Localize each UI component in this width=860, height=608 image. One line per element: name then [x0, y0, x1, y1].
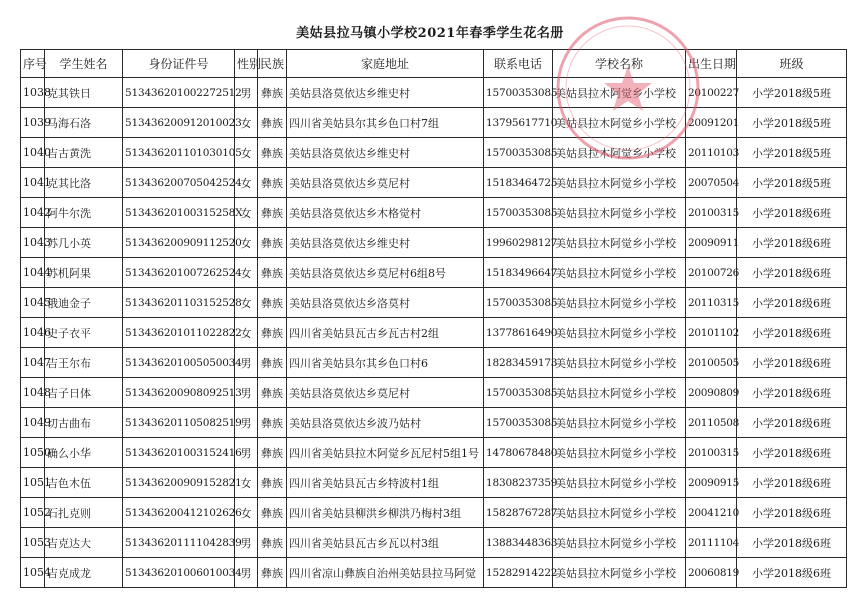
- class-cell: 小学2018级6班: [737, 438, 847, 468]
- birthdate-cell: 20100315: [686, 438, 737, 468]
- address-cell: 美姑县洛莫依达乡波乃姑村: [287, 408, 484, 438]
- column-header-id: 身份证件号: [123, 50, 235, 78]
- seq-cell: 1053: [21, 528, 45, 558]
- id-number-cell: 513436201006010034: [123, 558, 235, 588]
- student-name-cell: 吉古黄洗: [45, 138, 123, 168]
- seq-cell: 1044: [21, 258, 45, 288]
- id-number-cell: 513436201105082519: [123, 408, 235, 438]
- phone-cell: 13795617710: [484, 108, 553, 138]
- seq-cell: 1054: [21, 558, 45, 588]
- id-number-cell: 513436201003152416: [123, 438, 235, 468]
- id-number-cell: 513436201101030105: [123, 138, 235, 168]
- birthdate-cell: 20060819: [686, 558, 737, 588]
- birthdate-cell: 20100505: [686, 348, 737, 378]
- id-number-cell: 513436200908092513: [123, 378, 235, 408]
- school-name-cell: 美姑县拉木阿觉乡小学校: [553, 468, 686, 498]
- address-cell: 四川省凉山彝族自治州美姑县拉马阿觉: [287, 558, 484, 588]
- table-row: [21, 258, 847, 288]
- table-row: [21, 288, 847, 318]
- student-name-cell: 俄迪金子: [45, 288, 123, 318]
- student-name-cell: 苏几小英: [45, 228, 123, 258]
- class-cell: 小学2018级6班: [737, 528, 847, 558]
- table-row: [21, 408, 847, 438]
- gender-cell: 女: [235, 258, 258, 288]
- ethnicity-cell: 彝族: [258, 198, 287, 228]
- student-name-cell: 吉克成龙: [45, 558, 123, 588]
- class-cell: 小学2018级5班: [737, 168, 847, 198]
- seq-cell: 1038: [21, 78, 45, 108]
- id-number-cell: 513436201002272512: [123, 78, 235, 108]
- gender-cell: 女: [235, 318, 258, 348]
- id-number-cell: 513436201103152528: [123, 288, 235, 318]
- id-number-cell: 513436200705042524: [123, 168, 235, 198]
- birthdate-cell: 20100315: [686, 198, 737, 228]
- address-cell: 四川省美姑县尔其乡色口村7组: [287, 108, 484, 138]
- table-row: [21, 378, 847, 408]
- class-cell: 小学2018级6班: [737, 288, 847, 318]
- table-row: [21, 198, 847, 228]
- column-header-school: 学校名称: [553, 50, 686, 78]
- school-name-cell: 美姑县拉木阿觉乡小学校: [553, 438, 686, 468]
- seq-cell: 1039: [21, 108, 45, 138]
- birthdate-cell: 20090911: [686, 228, 737, 258]
- address-cell: 美姑县洛莫依达乡维史村: [287, 228, 484, 258]
- gender-cell: 女: [235, 228, 258, 258]
- gender-cell: 男: [235, 408, 258, 438]
- phone-cell: 18283459173: [484, 348, 553, 378]
- column-header-phone: 联系电话: [484, 50, 553, 78]
- student-name-cell: 马海石洛: [45, 108, 123, 138]
- table-row: [21, 558, 847, 588]
- school-name-cell: 美姑县拉木阿觉乡小学校: [553, 138, 686, 168]
- seq-cell: 1043: [21, 228, 45, 258]
- birthdate-cell: 20090915: [686, 468, 737, 498]
- table-row: [21, 498, 847, 528]
- ethnicity-cell: 彝族: [258, 318, 287, 348]
- student-name-cell: 吉色木伍: [45, 468, 123, 498]
- table-row: [21, 168, 847, 198]
- student-name-cell: 石扎克则: [45, 498, 123, 528]
- ethnicity-cell: 彝族: [258, 168, 287, 198]
- seq-cell: 1047: [21, 348, 45, 378]
- student-name-cell: 苏机阿果: [45, 258, 123, 288]
- id-number-cell: 513436201111042839: [123, 528, 235, 558]
- student-name-cell: 吉子日体: [45, 378, 123, 408]
- address-cell: 四川省美姑县尔其乡色口村6: [287, 348, 484, 378]
- ethnicity-cell: 彝族: [258, 468, 287, 498]
- student-name-cell: 阿牛尔洗: [45, 198, 123, 228]
- birthdate-cell: 20110315: [686, 288, 737, 318]
- ethnicity-cell: 彝族: [258, 348, 287, 378]
- id-number-cell: 513436200909112520: [123, 228, 235, 258]
- table-row: [21, 438, 847, 468]
- phone-cell: 14780678480: [484, 438, 553, 468]
- phone-cell: 15700353085: [484, 378, 553, 408]
- student-name-cell: 克其铁日: [45, 78, 123, 108]
- table-row: [21, 468, 847, 498]
- column-header-address: 家庭地址: [287, 50, 484, 78]
- seq-cell: 1050: [21, 438, 45, 468]
- birthdate-cell: 20111104: [686, 528, 737, 558]
- id-number-cell: 513436201005050034: [123, 348, 235, 378]
- table-row: [21, 348, 847, 378]
- seq-cell: 1045: [21, 288, 45, 318]
- address-cell: 美姑县洛莫依达乡莫尼村: [287, 378, 484, 408]
- school-name-cell: 美姑县拉木阿觉乡小学校: [553, 558, 686, 588]
- ethnicity-cell: 彝族: [258, 438, 287, 468]
- gender-cell: 女: [235, 108, 258, 138]
- birthdate-cell: 20100726: [686, 258, 737, 288]
- class-cell: 小学2018级6班: [737, 558, 847, 588]
- column-header-gender: 性别: [235, 50, 258, 78]
- seq-cell: 1046: [21, 318, 45, 348]
- gender-cell: 女: [235, 198, 258, 228]
- birthdate-cell: 20041210: [686, 498, 737, 528]
- ethnicity-cell: 彝族: [258, 138, 287, 168]
- phone-cell: 13883448363: [484, 528, 553, 558]
- school-name-cell: 美姑县拉木阿觉乡小学校: [553, 168, 686, 198]
- class-cell: 小学2018级6班: [737, 228, 847, 258]
- address-cell: 美姑县洛莫依达乡莫尼村: [287, 168, 484, 198]
- class-cell: 小学2018级5班: [737, 138, 847, 168]
- birthdate-cell: 20070504: [686, 168, 737, 198]
- class-cell: 小学2018级6班: [737, 408, 847, 438]
- phone-cell: 15700353085: [484, 408, 553, 438]
- gender-cell: 女: [235, 498, 258, 528]
- phone-cell: 15700353085: [484, 78, 553, 108]
- seq-cell: 1049: [21, 408, 45, 438]
- gender-cell: 男: [235, 558, 258, 588]
- ethnicity-cell: 彝族: [258, 258, 287, 288]
- phone-cell: 18308237359: [484, 468, 553, 498]
- class-cell: 小学2018级5班: [737, 78, 847, 108]
- id-number-cell: 513436200912010023: [123, 108, 235, 138]
- address-cell: 美姑县洛莫依达乡木格觉村: [287, 198, 484, 228]
- address-cell: 四川省美姑县拉木阿觉乡瓦尼村5组1号: [287, 438, 484, 468]
- column-header-seq: 序号: [21, 50, 45, 78]
- birthdate-cell: 20091201: [686, 108, 737, 138]
- address-cell: 美姑县洛莫依达乡洛莫村: [287, 288, 484, 318]
- ethnicity-cell: 彝族: [258, 498, 287, 528]
- document-title: 美姑县拉马镇小学校2021年春季学生花名册: [296, 26, 564, 41]
- table-row: [21, 318, 847, 348]
- table-row: [21, 528, 847, 558]
- seq-cell: 1052: [21, 498, 45, 528]
- phone-cell: 19960298127: [484, 228, 553, 258]
- table-row: [21, 78, 847, 108]
- gender-cell: 女: [235, 138, 258, 168]
- class-cell: 小学2018级6班: [737, 318, 847, 348]
- ethnicity-cell: 彝族: [258, 378, 287, 408]
- student-name-cell: 克其比洛: [45, 168, 123, 198]
- phone-cell: 15700353085: [484, 198, 553, 228]
- address-cell: 美姑县洛莫依达乡维史村: [287, 138, 484, 168]
- phone-cell: 15700353085: [484, 288, 553, 318]
- gender-cell: 女: [235, 468, 258, 498]
- seq-cell: 1051: [21, 468, 45, 498]
- school-name-cell: 美姑县拉木阿觉乡小学校: [553, 498, 686, 528]
- id-number-cell: 513436200412102626: [123, 498, 235, 528]
- class-cell: 小学2018级6班: [737, 258, 847, 288]
- student-name-cell: 吉王尔布: [45, 348, 123, 378]
- address-cell: 美姑县洛莫依达乡维史村: [287, 78, 484, 108]
- column-header-class: 班级: [737, 50, 847, 78]
- gender-cell: 男: [235, 78, 258, 108]
- student-name-cell: 史子衣平: [45, 318, 123, 348]
- school-name-cell: 美姑县拉木阿觉乡小学校: [553, 318, 686, 348]
- class-cell: 小学2018级6班: [737, 468, 847, 498]
- school-name-cell: 美姑县拉木阿觉乡小学校: [553, 198, 686, 228]
- student-name-cell: 切古曲布: [45, 408, 123, 438]
- student-name-cell: 吉克达大: [45, 528, 123, 558]
- gender-cell: 男: [235, 528, 258, 558]
- student-name-cell: 确么小华: [45, 438, 123, 468]
- student-roster-table: [20, 49, 847, 588]
- phone-cell: 15183496647: [484, 258, 553, 288]
- ethnicity-cell: 彝族: [258, 228, 287, 258]
- school-name-cell: 美姑县拉木阿觉乡小学校: [553, 288, 686, 318]
- class-cell: 小学2018级5班: [737, 108, 847, 138]
- ethnicity-cell: 彝族: [258, 408, 287, 438]
- class-cell: 小学2018级6班: [737, 378, 847, 408]
- school-name-cell: 美姑县拉木阿觉乡小学校: [553, 348, 686, 378]
- birthdate-cell: 20101102: [686, 318, 737, 348]
- school-name-cell: 美姑县拉木阿觉乡小学校: [553, 258, 686, 288]
- school-name-cell: 美姑县拉木阿觉乡小学校: [553, 378, 686, 408]
- address-cell: 四川省美姑县瓦古乡特波村1组: [287, 468, 484, 498]
- school-name-cell: 美姑县拉木阿觉乡小学校: [553, 528, 686, 558]
- table-row: [21, 108, 847, 138]
- birthdate-cell: 20090809: [686, 378, 737, 408]
- phone-cell: 15183464725: [484, 168, 553, 198]
- header-row: [21, 50, 847, 78]
- phone-cell: 15828767287: [484, 498, 553, 528]
- id-number-cell: 513436201007262524: [123, 258, 235, 288]
- table-row: [21, 228, 847, 258]
- ethnicity-cell: 彝族: [258, 288, 287, 318]
- class-cell: 小学2018级6班: [737, 348, 847, 378]
- gender-cell: 男: [235, 438, 258, 468]
- table-row: [21, 138, 847, 168]
- gender-cell: 女: [235, 168, 258, 198]
- gender-cell: 男: [235, 378, 258, 408]
- roster-body: [21, 78, 847, 588]
- class-cell: 小学2018级6班: [737, 198, 847, 228]
- ethnicity-cell: 彝族: [258, 108, 287, 138]
- id-number-cell: 51343620100315258X: [123, 198, 235, 228]
- school-name-cell: 美姑县拉木阿觉乡小学校: [553, 78, 686, 108]
- address-cell: 四川省美姑县瓦古乡瓦以村3组: [287, 528, 484, 558]
- column-header-ethnicity: 民族: [258, 50, 287, 78]
- birthdate-cell: 20110103: [686, 138, 737, 168]
- address-cell: 美姑县洛莫依达乡莫尼村6组8号: [287, 258, 484, 288]
- address-cell: 四川省美姑县柳洪乡柳洪乃梅村3组: [287, 498, 484, 528]
- school-name-cell: 美姑县拉木阿觉乡小学校: [553, 228, 686, 258]
- column-header-birthdate: 出生日期: [686, 50, 737, 78]
- school-name-cell: 美姑县拉木阿觉乡小学校: [553, 108, 686, 138]
- birthdate-cell: 20110508: [686, 408, 737, 438]
- class-cell: 小学2018级6班: [737, 498, 847, 528]
- id-number-cell: 513436200909152821: [123, 468, 235, 498]
- address-cell: 四川省美姑县瓦古乡瓦古村2组: [287, 318, 484, 348]
- ethnicity-cell: 彝族: [258, 558, 287, 588]
- birthdate-cell: 20100227: [686, 78, 737, 108]
- ethnicity-cell: 彝族: [258, 78, 287, 108]
- seq-cell: 1042: [21, 198, 45, 228]
- gender-cell: 男: [235, 348, 258, 378]
- ethnicity-cell: 彝族: [258, 528, 287, 558]
- school-name-cell: 美姑县拉木阿觉乡小学校: [553, 408, 686, 438]
- gender-cell: 女: [235, 288, 258, 318]
- phone-cell: 13778616490: [484, 318, 553, 348]
- seq-cell: 1041: [21, 168, 45, 198]
- phone-cell: 15700353085: [484, 138, 553, 168]
- seq-cell: 1048: [21, 378, 45, 408]
- column-header-name: 学生姓名: [45, 50, 123, 78]
- id-number-cell: 513436201011022822: [123, 318, 235, 348]
- seq-cell: 1040: [21, 138, 45, 168]
- phone-cell: 15282914222: [484, 558, 553, 588]
